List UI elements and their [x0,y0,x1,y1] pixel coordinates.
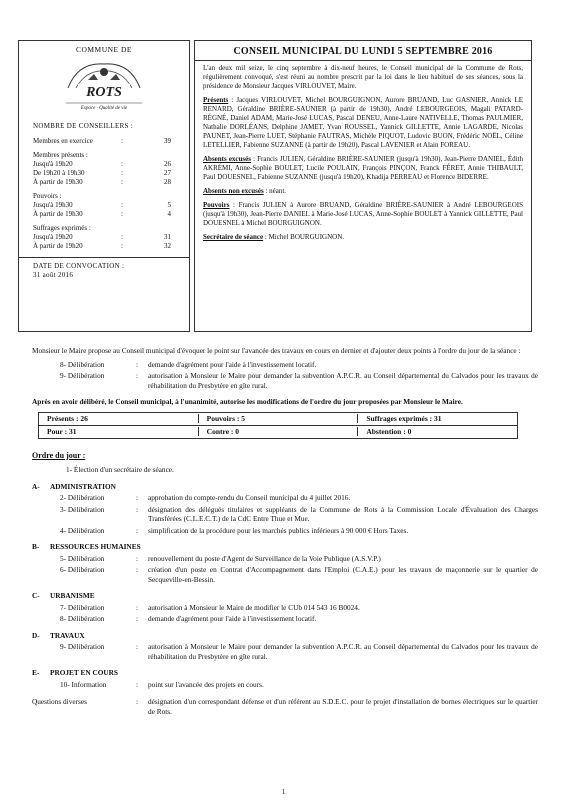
conseillers-title: NOMBRE DE CONSEILLERS : [33,122,134,130]
agenda-item [32,642,538,661]
suffrages-value: 32 [164,242,171,250]
item-colon: : [136,679,139,689]
item-colon: : [136,371,139,380]
agenda-item-1: 1- Élection d'un secrétaire de séance. [66,465,174,474]
presents-colon: : [121,178,123,186]
item-text: autorisation à Monsieur le Maire pour demander la subvention A.P.C.R. au Conseil départemental du Calvados pour les travaux de réhabilitation du Presbytère en gîte rural. [148,371,538,390]
item-text: autorisation à Monsieur le Maire de modifier le CUb 014 543 16 B0024. [148,602,360,612]
section-title: PROJET EN COURS [50,668,118,677]
item-colon: : [136,359,139,369]
agenda-item [32,526,538,536]
suffrages-row [19,242,189,251]
item-colon: : [136,493,139,502]
page-number: 1 [281,788,286,796]
suffrages-colon: : [121,233,123,241]
item-text: approbation du compte-rendu du Conseil municipal du 4 juillet 2016. [148,493,351,502]
minutes-body [32,346,538,716]
secretaire-name: : Michel BOURGUIGNON. [263,233,345,241]
section-letter: E- [32,668,40,677]
presents-colon: : [121,160,123,168]
section-title: TRAVAUX [50,630,85,640]
non-excuses-paragraph [203,187,523,196]
vote-contre: Contre : 0 [198,427,358,437]
non-excuses-list: : néant. [263,187,287,195]
secretaire-paragraph [203,233,523,242]
pouvoirs-list: : Francis JULIEN à Aurore BRUAND, Géraldine BRIÈRE-SAUNIER à André LEBOURGEOIS (jusqu'à 19h30), Jean-Pierre DANIEL à Marie-José LUCAS, Anne-Sophie BOULET à Yannick GILLETTE, Paul DOUESNEL à Michel BOURGUIGNON. [203,201,523,227]
exercice-value: 39 [164,137,171,145]
rots-logo [58,58,150,114]
suffrages-title: Suffrages exprimés : [33,224,91,232]
questions-diverses [32,697,538,716]
agenda-item [32,554,538,564]
presents-title: Membres présents : [33,151,88,159]
presents-label: À partir de 19h30 [33,178,83,186]
section-projet-en-cours [32,668,538,678]
pouvoirs-label: Jusqu'à 19h30 [33,201,73,209]
section-title: URBANISME [50,591,95,600]
agenda-title: Ordre du jour : [32,450,86,460]
section-travaux [32,631,538,641]
pouvoirs-value: 4 [167,210,171,218]
questions-text: désignation d'un correspondant défense et d'un référent au S.D.E.C. pour le projet d'installation de bornes électriques sur le quartier de Rots. [148,697,538,716]
suffrages-colon: : [121,242,123,250]
item-text: création d'un poste en Contrat d'Accompagnement dans l'Emploi (C.A.E.) pour les travaux de maçonnerie sur le quartier de Secqueville-en-Bessin. [148,565,538,584]
excuses-heading: Absents excusés [203,155,251,163]
suffrages-label: Jusqu'à 19h20 [33,233,73,241]
excuses-paragraph [203,155,523,182]
item-text: autorisation à Monsieur le Maire pour demander la subvention A.P.C.R. au Conseil départemental du Calvados pour les travaux de réhabilitation du Presbytère en gîte rural. [148,642,538,661]
suffrages-label: À partir de 19h20 [33,242,83,250]
item-number: 2- Délibération [60,493,105,502]
added-item [32,360,538,370]
decision-paragraph: Après en avoir délibéré, le Conseil municipal, à l'unanimité, autorise les modifications de l'ordre du jour proposées par Monsieur le Maire. [32,397,463,406]
section-urbanisme [32,591,538,601]
vote-pouvoirs: Pouvoirs : 5 [198,414,358,424]
suffrages-value: 31 [164,233,171,241]
pouvoirs-colon: : [121,201,123,209]
pouvoirs-value: 5 [167,201,171,209]
section-administration [32,482,538,492]
item-colon: : [136,525,139,535]
agenda-item [32,614,538,624]
item-number: 9- Délibération [60,642,105,651]
vote-abstention: Abstention : 0 [357,427,517,437]
agenda-item [32,493,538,503]
pouvoirs-row [19,210,189,219]
item-text: demande d'agrément pour l'aide à l'investissement locatif. [148,614,317,623]
item-number: 8- Délibération [60,614,105,623]
added-item [32,371,538,390]
svg-text:ROTS: ROTS [86,85,122,100]
non-excuses-heading: Absents non excusés [203,187,264,195]
item-colon: : [136,602,139,612]
pouvoirs-heading: Pouvoirs [203,201,230,209]
section-ressources-humaines [32,542,538,552]
questions-colon: : [136,697,139,706]
item-number: 3- Délibération [60,504,105,514]
section-letter: A- [32,481,40,491]
presents-value: 26 [164,160,171,168]
commune-heading: COMMUNE DE [75,45,133,54]
item-number: 9- Délibération [60,371,105,380]
item-text: point sur l'avancée des projets en cours. [148,679,264,689]
suffrages-row [19,233,189,242]
item-colon: : [136,642,139,651]
convocation-date: 31 août 2016 [33,271,74,279]
agenda-item [32,505,538,524]
presents-list: : Jacques VIRLOUVET, Michel BOURGUIGNON, Aurore BRUAND, Luc GASNIER, Annick LE RENARD, Géraldine BRIÈRE-SAUNIER (à partir de 19h30), André LEBOURGEOIS, Magali PATARD-RÉGNÉ, Daniel ADAM, Marie-José LUCAS, Pascal DENEU, Anne-Laure NATIVELLE, Thomas PAULMIER, Nathalie DORLÉANS, Delphine JAMET, Yvan ROUSSEL, Yannick GILLETTE, Annie LAGARDE, Nicolas PAUNET, Jean-Pierre LUET, Stéphanie FAUTRAS, Michèle PIQUOT, Ludovic BUON, Frédéric NOËL, Céline LETELLIER, Fabienne SUZANNE (à partir de 19h20), Pascal LAVENIER et Alain FOREAU. [203,96,523,149]
presents-label: De 19h20 à 19h30 [33,169,85,177]
proposal-paragraph: Monsieur le Maire propose au Conseil municipal d'évoquer le point sur l'avancée des travaux en cours en dernier et d'ajouter deux points à l'ordre du jour de la séance : [32,346,521,355]
questions-label: Questions diverses [32,697,87,706]
item-text: désignation des délégués titulaires et suppléants de la Commune de Rots à la Commission Locale d'Évaluation des Charges Transférées (C.L.E.C.T.) de la CdC Entre Thue et Mue. [148,504,538,523]
item-number: 4- Délibération [60,525,105,535]
pouvoirs-colon: : [121,210,123,218]
section-title: RESSOURCES HUMAINES [50,542,141,551]
commune-info-box [18,40,190,332]
item-number: 8- Délibération [60,359,105,369]
vote-row [39,413,517,425]
vote-presents: Présents : 26 [47,413,88,423]
presents-row [19,169,189,178]
intro-paragraph: L'an deux mil seize, le cinq septembre à dix-neuf heures, le Conseil municipal de la Commune de Rots, régulièrement convoqué, s'est réuni au nombre prescrit par la loi dans le lieu habituel de ses séances, sous la présidence de Monsieur Jacques VIRLOUVET, Maire. [203,64,523,90]
presents-value: 27 [164,169,171,177]
presents-row [19,178,189,187]
section-letter: B- [32,542,40,551]
item-number: 5- Délibération [60,553,105,563]
section-title: ADMINISTRATION [50,481,116,491]
presents-colon: : [121,169,123,177]
session-header-box [194,40,532,332]
agenda-item [32,603,538,613]
secretaire-heading: Secrétaire de séance [203,233,264,241]
presents-label: Jusqu'à 19h20 [33,160,73,168]
item-text: demande d'agrément pour l'aide à l'investissement locatif. [148,359,317,369]
session-title: CONSEIL MUNICIPAL DU LUNDI 5 SEPTEMBRE 2016 [233,46,493,57]
vote-row [39,425,517,438]
item-text: renouvellement du poste d'Agent de Surveillance de la Voie Publique (A.S.V.P.) [148,553,381,563]
pouvoirs-row [19,201,189,210]
pouvoirs-label: À partir de 19h30 [33,210,83,218]
presents-heading: Présents [203,96,229,104]
item-number: 10- Information [60,679,107,689]
convocation-title: DATE DE CONVOCATION : [33,262,125,270]
excuses-list: : Francis JULIEN, Géraldine BRIÈRE-SAUNIER (jusqu'à 19h30), Jean-Pierre DANIEL, Édith AKRÉMI, Anne-Sophie BOULET, Lucile POULAIN, François PINÇON, Franck FÉRET, Annie THIBAULT, Paul DOUESNEL, Fabienne SUZANNE (jusqu'à 19h20), Khadija PERREAU et Florence BIDERRE. [203,155,523,181]
item-number: 6- Délibération [60,565,105,574]
item-text: simplification de la procédure pour les marchés publics inférieurs à 90 000 € Hors Taxes. [148,525,409,535]
presents-row [19,160,189,169]
item-colon: : [136,504,139,514]
vote-pour: Pour : 31 [47,426,77,436]
item-colon: : [136,565,139,574]
pouvoirs-title: Pouvoirs : [33,192,62,200]
agenda-item [32,565,538,584]
pouvoirs-paragraph [203,201,523,228]
item-colon: : [136,553,139,563]
item-number: 7- Délibération [60,602,105,612]
exercice-label: Membres en exercice [33,137,93,145]
vote-suffrages: Suffrages exprimés : 31 [357,414,517,424]
item-colon: : [136,614,139,623]
section-letter: C- [32,591,40,600]
box-divider [19,257,189,258]
section-letter: D- [32,630,40,640]
presents-value: 28 [164,178,171,186]
exercice-colon: : [121,137,123,145]
agenda-item [32,680,538,690]
presents-paragraph [203,96,523,150]
session-details [195,61,531,242]
exercice-row [19,137,189,146]
vote-table [38,412,518,439]
logo-slogan: Espace · Qualité de vie [80,106,128,111]
